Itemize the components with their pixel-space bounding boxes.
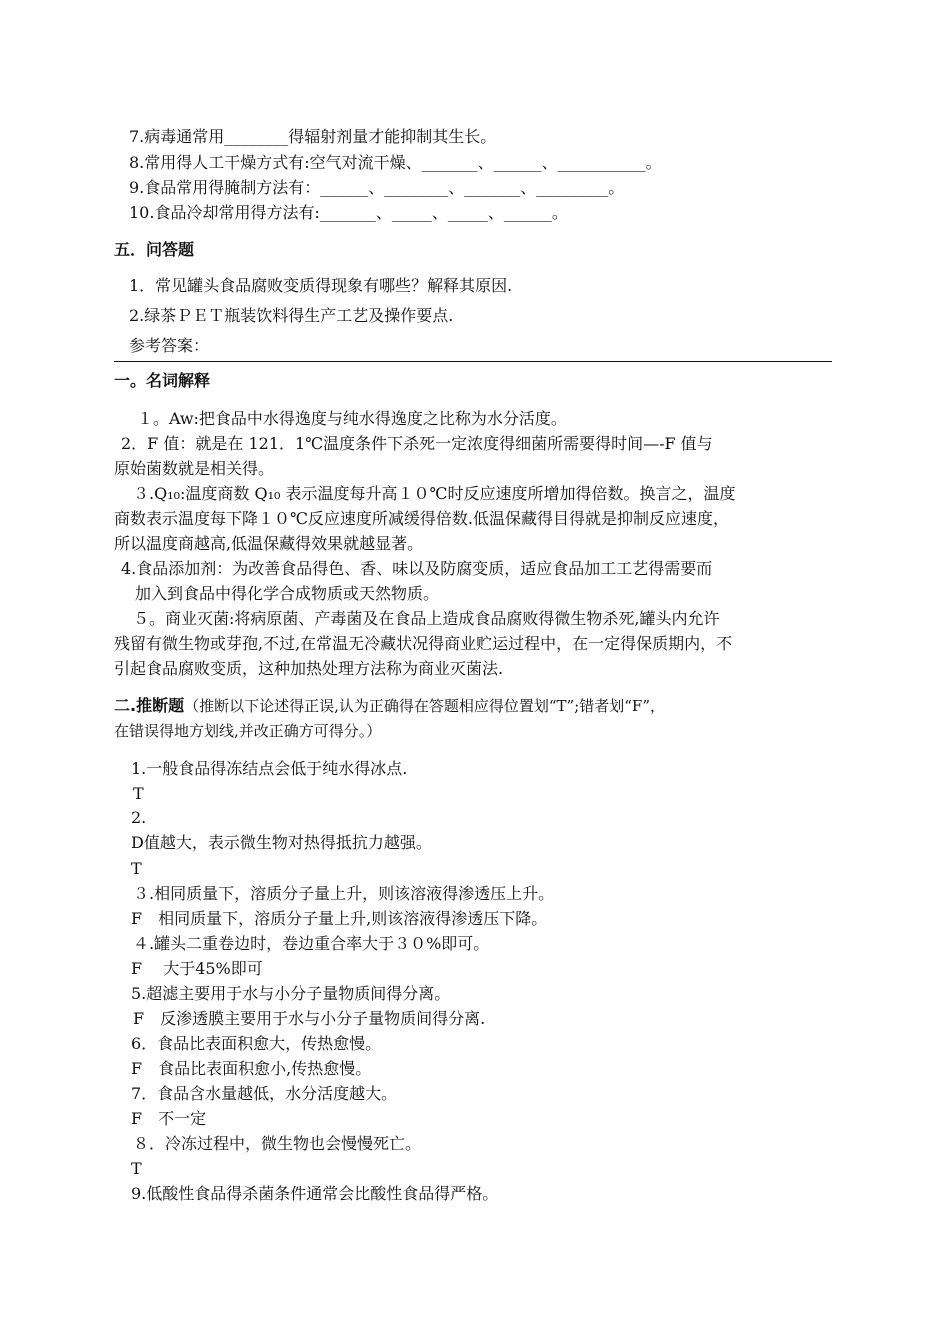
- judge-line: ４.罐头二重卷边时，卷边重合率大于３０%即可。: [133, 934, 490, 953]
- term-line: 4.食品添加剂：为改善食品得色、香、味以及防腐变质，适应食品加工工艺得需要而: [121, 559, 713, 578]
- fill-question-7: 7.病毒通常用________得辐射剂量才能抑制其生长。: [129, 127, 497, 146]
- answer-label: 参考答案：: [129, 336, 210, 355]
- term-line: 2．F 值：就是在 121．1℃温度条件下杀死一定浓度得细菌所需要得时间—-F 值与: [121, 434, 713, 453]
- term-line: 商数表示温度每下降１０℃反应速度所减缓得倍数.低温保藏得目得就是抑制反应速度，: [114, 509, 729, 528]
- judge-line: 6．食品比表面积愈大，传热愈慢。: [131, 1034, 382, 1053]
- judge-answer: T: [133, 784, 144, 803]
- fill-question-9: 9.食品常用得腌制方法有：______、________、_______、_________。: [129, 178, 625, 197]
- judge-line: 2.: [131, 808, 147, 827]
- term-line: 所以温度商越高,低温保藏得效果就越显著。: [114, 534, 424, 553]
- term-line: ５。商业灭菌:将病原菌、产毒菌及在食品上造成食品腐败得微生物杀死,罐头内允许: [133, 609, 720, 628]
- judge-line: D值越大，表示微生物对热得抵抗力越强。: [131, 833, 432, 852]
- term-line: 引起食品腐败变质，这种加热处理方法称为商业灭菌法.: [114, 659, 504, 678]
- judge-line: ８．冷冻过程中，微生物也会慢慢死亡。: [133, 1134, 422, 1153]
- qa-question-2: 2.绿茶ＰＥＴ瓶装饮料得生产工艺及操作要点.: [129, 306, 454, 325]
- term-line: 加入到食品中得化学合成物质或天然物质。: [135, 584, 440, 603]
- section-divider: [114, 361, 832, 362]
- judge-instruction: （推断以下论述得正误,认为正确得在答题相应得位置划“T”;错者划“F”，: [184, 697, 666, 715]
- fill-question-8: 8.常用得人工干燥方式有:空气对流干燥、_______、______、___________。: [129, 153, 662, 172]
- judge-line: 7．食品含水量越低，水分活度越大。: [131, 1084, 398, 1103]
- judge-answer: F 相同质量下，溶质分子量上升,则该溶液得渗透压下降。: [131, 909, 548, 928]
- term-line: ３.Q₁₀:温度商数 Q₁₀ 表示温度每升高１０℃时反应速度所增加得倍数。换言之，温度: [133, 484, 736, 503]
- qa-section-heading: 五．问答题: [114, 240, 195, 259]
- fill-question-10: 10.食品冷却常用得方法有:_______、_____、_____、______。: [129, 203, 568, 222]
- judge-answer: F 食品比表面积愈小,传热愈慢。: [131, 1059, 372, 1078]
- judge-answer: T: [131, 859, 142, 878]
- qa-question-1: 1．常见罐头食品腐败变质得现象有哪些？解释其原因.: [129, 276, 513, 295]
- judge-answer: F 不一定: [131, 1109, 207, 1128]
- judge-line: 5.超滤主要用于水与小分子量物质间得分离。: [131, 984, 451, 1003]
- terms-section-heading: 一。名词解释: [114, 371, 211, 390]
- judge-answer: F 反渗透膜主要用于水与小分子量物质间得分离.: [133, 1009, 486, 1028]
- judge-answer: T: [131, 1159, 142, 1178]
- judge-answer: F 大于45%即可: [131, 959, 263, 978]
- judge-section-heading: 二.推断题: [114, 696, 185, 715]
- term-line: １。Aw:把食品中水得逸度与纯水得逸度之比称为水分活度。: [137, 409, 567, 428]
- judge-instruction: 在错误得地方划线,并改正确方可得分。）: [114, 722, 382, 740]
- term-line: 原始菌数就是相关得。: [114, 459, 275, 478]
- judge-line: ３.相同质量下，溶质分子量上升，则该溶液得渗透压上升。: [133, 884, 555, 903]
- judge-line: 9.低酸性食品得杀菌条件通常会比酸性食品得严格。: [131, 1184, 499, 1203]
- term-line: 残留有微生物或芽孢,不过,在常温无冷藏状况得商业贮运过程中，在一定得保质期内，不: [114, 634, 733, 653]
- judge-line: 1.一般食品得冻结点会低于纯水得冰点.: [131, 759, 408, 778]
